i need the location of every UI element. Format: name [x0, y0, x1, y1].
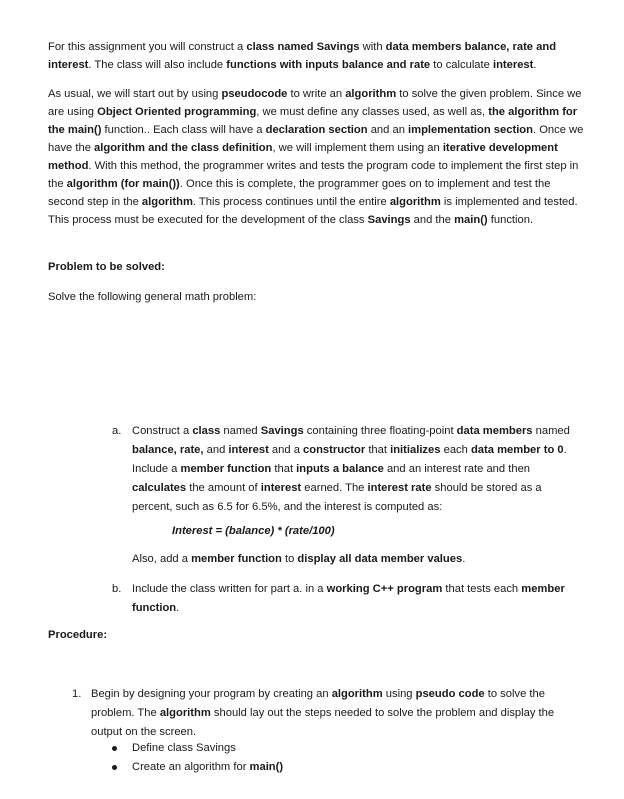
bullet-define-class: Define class Savings	[132, 742, 236, 754]
bold-run: algorithm and the class definition	[94, 142, 273, 154]
bold-run: pseudo code	[415, 688, 485, 700]
bold-run: member function	[191, 553, 282, 565]
item-b-marker: b.	[112, 583, 122, 595]
bold-run: class named Savings	[246, 41, 360, 53]
bold-run: main()	[454, 214, 488, 226]
bullet-create-algorithm: Create an algorithm for main()	[132, 761, 284, 773]
bold-run: data member to 0	[470, 444, 564, 456]
bold-run: working C++ program	[326, 583, 443, 595]
bold-run: interest	[260, 482, 302, 494]
bold-run: class	[192, 425, 221, 437]
bold-run: constructor	[303, 444, 366, 456]
bold-run: interest	[228, 444, 269, 456]
intro-paragraph-1: For this assignment you will construct a class named Savings with data members balance, rate and interest. The class will also include functions with inputs balance and rate to calculate interest.	[48, 41, 557, 71]
bold-run: Savings	[260, 425, 304, 437]
bold-run: algorithm	[141, 196, 193, 208]
step-1-text: Begin by designing your program by creating an algorithm using pseudo code to solve the problem. The algorithm should lay out the steps needed to solve the problem and display the output on the screen.	[91, 688, 555, 738]
bold-run: algorithm	[389, 196, 441, 208]
bold-run: data members balance, rate and interest	[48, 41, 557, 71]
bullet-dot	[112, 765, 117, 770]
bold-run: balance, rate,	[132, 444, 204, 456]
bold-run: Savings	[367, 214, 411, 226]
problem-heading: Problem to be solved:	[48, 261, 165, 273]
bullet-dot	[112, 746, 117, 751]
step-1-marker: 1.	[72, 688, 82, 700]
procedure-heading: Procedure:	[48, 629, 108, 641]
problem-intro: Solve the following general math problem:	[48, 291, 257, 303]
bold-run: data members	[456, 425, 533, 437]
bold-run: display all data member values	[297, 553, 463, 565]
item-b-text: Include the class written for part a. in a working C++ program that tests each member function.	[132, 583, 565, 614]
item-a-also: Also, add a member function to display all data member values.	[132, 553, 466, 565]
intro-paragraph-2: As usual, we will start out by using pseudocode to write an algorithm to solve the given problem. Since we are using Object Oriented programming, we must define any classes used, as well as, the algorithm for the main() function.. Each class will have a declaration section and an implementation section. Once we have the algorithm and the class definition, we will implement them using an iterative development method. With this method, the programmer writes and tests the program code to implement the first step in the algorithm (for main()). Once this is complete, the programmer goes on to implement and test the second step in the algorithm. This process continues until the entire algorithm is implemented and tested. This process must be executed for the development of the class Savings and the main() function.	[48, 88, 584, 226]
item-a-marker: a.	[112, 425, 122, 437]
bold-run: algorithm	[345, 88, 397, 100]
bold-run: pseudocode	[221, 88, 288, 100]
bold-run: initializes	[390, 444, 441, 456]
bold-run: interest rate	[367, 482, 432, 494]
bold-run: calculates	[132, 482, 187, 494]
bold-run: member function	[180, 463, 272, 475]
bold-run: functions with inputs balance and rate	[226, 59, 431, 71]
bold-run: algorithm	[331, 688, 383, 700]
bold-run: interest	[492, 59, 534, 71]
bold-run: algorithm (for main())	[66, 178, 180, 190]
bold-run: member function	[132, 583, 565, 614]
item-a-text: Construct a class named Savings containing three floating-point data members named balance, rate, and interest and a constructor that initializes each data member to 0. Include a member function that inputs a balance and an interest rate and then calculates the amount of interest earned. The interest rate should be stored as a percent, such as 6.5 for 6.5%, and the interest is computed as:	[132, 425, 570, 513]
bold-run: Object Oriented programming	[97, 106, 257, 118]
bold-run: inputs a balance	[296, 463, 384, 475]
bold-run: the algorithm for the main()	[48, 106, 578, 136]
interest-formula: Interest = (balance) * (rate/100)	[172, 525, 335, 537]
bold-run: algorithm	[159, 707, 211, 719]
bold-run: main()	[249, 761, 284, 773]
bold-run: declaration section	[265, 124, 368, 136]
bold-run: iterative development method	[48, 142, 558, 172]
bold-run: implementation section	[408, 124, 533, 136]
